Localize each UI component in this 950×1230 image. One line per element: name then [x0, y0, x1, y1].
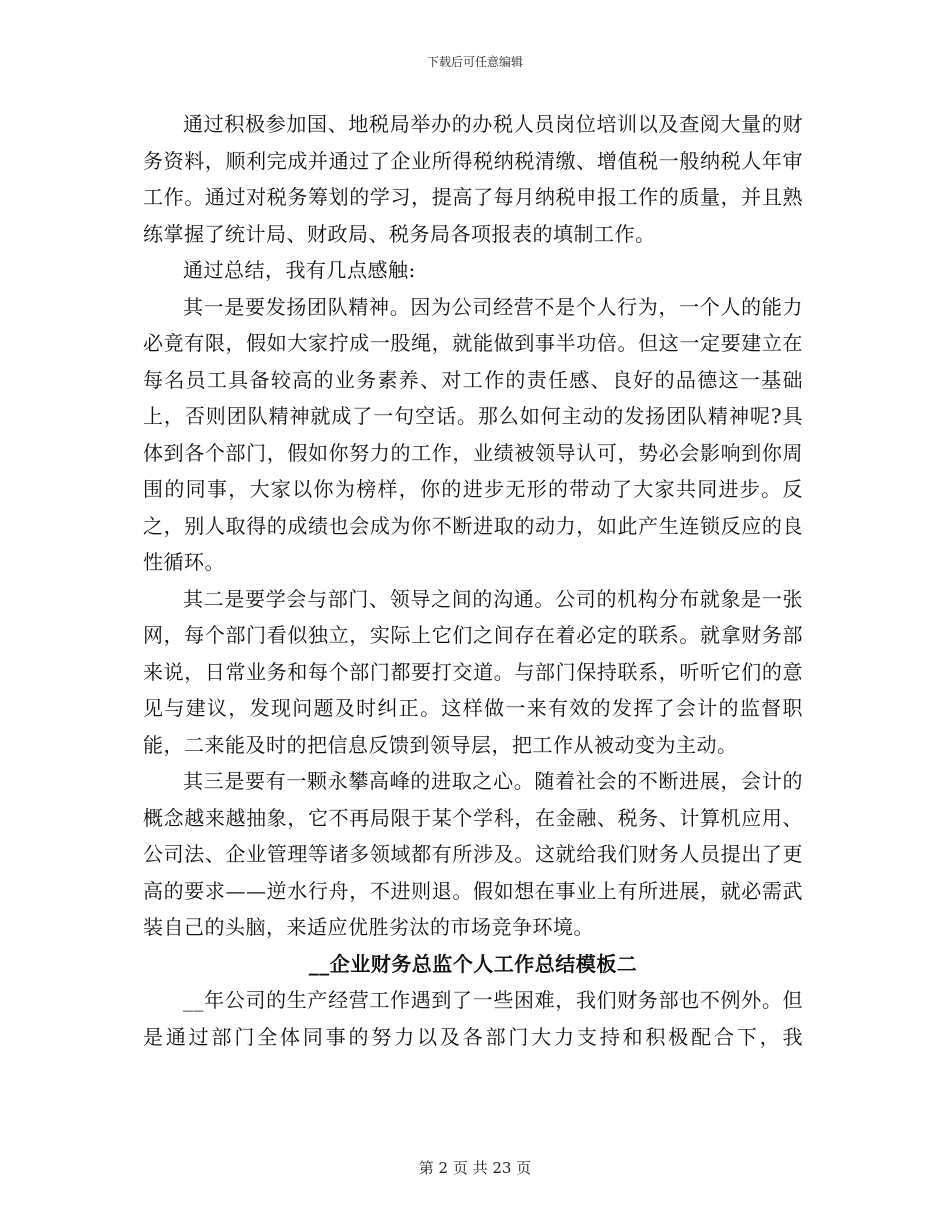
paragraph-communication: 其二是要学会与部门、领导之间的沟通。公司的机构分布就象是一张网，每个部门看似独立，实际上它们之间存在着必定的联系。就拿财务部来说，日常业务和每个部门都要打交道。与部门保持联系，听听它们的意见与建议，发现问题及时纠正。这样做一来有效的发挥了会计的监督职能，二来能及时的把信息反馈到领导层，把工作从被动变为主动。	[143, 586, 803, 757]
page-footer: 第 2 页 共 23 页	[418, 1159, 532, 1177]
paragraph-summary-intro: 通过总结，我有几点感触:	[183, 258, 416, 282]
paragraph-progress: 其三是要有一颗永攀高峰的进取之心。随着社会的不断进展，会计的概念越来越抽象，它不再局限于某个学科，在金融、税务、计算机应用、公司法、企业管理等诸多领域都有所涉及。这就给我们财务人员提出了更高的要求——逆水行舟，不进则退。假如想在事业上有所进展，就必需武装自己的头脑，来适应优胜劣汰的市场竞争环境。	[143, 769, 803, 939]
paragraph-section-two: __年公司的生产经营工作遇到了一些困难，我们财务部也不例外。但是通过部门全体同事的努力以及各部门大力支持和积极配合下，我	[143, 988, 803, 1049]
paragraph-team-spirit: 其一是要发扬团队精神。因为公司经营不是个人行为，一个人的能力必竟有限，假如大家拧成一股绳，就能做到事半功倍。但这一定要建立在每名员工具备较高的业务素养、对工作的责任感、良好的品德这一基础上，否则团队精神就成了一句空话。那么如何主动的发扬团队精神呢?具体到各个部门，假如你努力的工作，业绩被领导认可，势必会影响到你周围的同事，大家以你为榜样，你的进步无形的带动了大家共同进步。反之，别人取得的成绩也会成为你不断进取的动力，如此产生连锁反应的良性循环。	[143, 294, 803, 574]
section-title: __企业财务总监个人工作总结模板二	[308, 951, 638, 976]
paragraph-tax-training: 通过积极参加国、地税局举办的办税人员岗位培训以及查阅大量的财务资料，顺利完成并通过了企业所得税纳税清缴、增值税一般纳税人年审工作。通过对税务筹划的学习，提高了每月纳税申报工作的质量，并且熟练掌握了统计局、财政局、税务局各项报表的填制工作。	[143, 112, 803, 246]
document-body	[143, 106, 803, 1055]
page-header: 下载后可任意编辑	[426, 55, 523, 69]
